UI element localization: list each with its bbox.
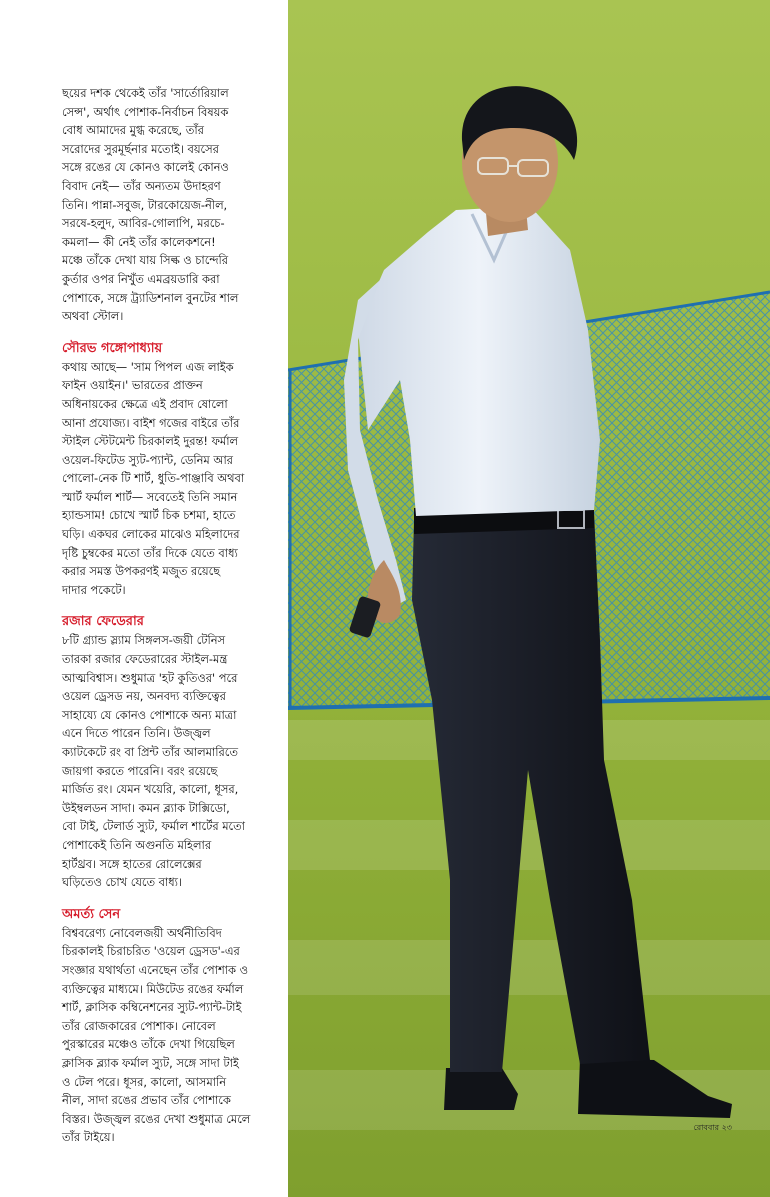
cricket-ground-photo xyxy=(288,0,770,1197)
section-body: ৮টি গ্র্যান্ড স্ল্যাম সিঙ্গলস-জয়ী টেনিস তারকা রজার ফেডেরারের স্টাইল-মন্ত্র আত্মবিশ্বাস। শুধুমাত্র 'হট কুতিওর' পরে ওয়েল ড্রেসড নয়, অনবদ্য ব্যক্তিত্বের সাহায্যে যে কোনও পোশাকে অন্য মাত্রা এনে দিতে পারেন তিনি। উজ্জ্বল ক্যাটকেটে রং বা প্রিন্ট তাঁর আলমারিতে জায়গা করতে পারেনি। বরং রয়েছে মার্জিত রং। যেমন খয়েরি, কালো, ধূসর, উইম্বলডন সাদা। কমন ব্ল্যাক টাক্সিডো, বো টাই, টেলার্ড স্যুট, ফর্মাল শার্টের মতো পোশাকেই তিনি অগুনতি মহিলার হার্টথ্রব। সঙ্গে হাতের রোলেক্সের ঘড়িতেও চোখ যেতে বাধ্য। xyxy=(62,633,245,890)
feature-photo xyxy=(288,0,770,1197)
photo-credit: রোববার ২৩ xyxy=(693,1123,732,1132)
section-body: কথায় আছে— 'সাম পিপল এজ লাইক ফাইন ওয়াইন।' ভারতের প্রাক্তন অধিনায়কের ক্ষেত্রে এই প্রবাদ ষোলো আনা প্রযোজ্য। বাইশ গজের বাইরে তাঁর স্টাইল স্টেটমেন্ট চিরকালই দুরন্ত! ফর্মাল ওয়েল-ফিটেড স্যুট-প্যান্ট, ডেনিম আর পোলো-নেক টি শার্ট, ধুতি-পাঞ্জাবি অথবা স্মার্ট ফর্মাল শার্ট— সবেতেই তিনি সমান হ্যান্ডসাম! চোখে স্মার্ট চিক চশমা, হাতে ঘড়ি। একঘর লোকের মাঝেও মহিলাদের দৃষ্টি চুম্বকের মতো তাঁর দিকে যেতে বাধ্য করার সমস্ত উপকরণই মজুত রয়েছে দাদার পকেটে। xyxy=(62,359,245,597)
section-amartya-sen xyxy=(62,906,284,1147)
article xyxy=(62,84,284,1147)
intro-paragraph: ছয়ের দশক থেকেই তাঁর 'সার্তোরিয়াল সেন্স', অর্থাৎ পোশাক-নির্বাচন বিষয়ক বোধ আমাদের মুগ্ধ করেছে, তাঁর সরোদের সুরমূর্ছনার মতোই। বয়সের সঙ্গে রঙের যে কোনও কালেই কোনও বিবাদ নেই— তাঁর অন্যতম উদাহরণ তিনি। পান্না-সবুজ, টারকোয়েজ-নীল, সরষে-হলুদ, আবির-গোলাপি, মরচে- কমলা— কী নেই তাঁর কালেকশনে! মঞ্চে তাঁকে দেখা যায় সিল্ক ও চান্দেরি কুর্তার ওপর নিখুঁত এমব্রয়ডারি করা পোশাকে, সঙ্গে ট্র্যাডিশনাল বুনটের শাল অথবা স্টোল। xyxy=(62,86,239,324)
text-column xyxy=(0,0,288,1197)
section-roger-federer xyxy=(62,613,284,891)
section-heading: অমর্ত্য সেন xyxy=(62,906,121,922)
section-heading: সৌরভ গঙ্গোপাধ্যায় xyxy=(62,340,163,356)
section-body: বিশ্ববরেণ্য নোবেলজয়ী অর্থনীতিবিদ চিরকালই চিরাচরিত 'ওয়েল ড্রেসড'-এর সংজ্ঞার যথার্থতা এনেছেন তাঁর পোশাক ও ব্যক্তিত্বের মাধ্যমে। মিউটেড রঙের ফর্মাল শার্ট, ক্লাসিক কম্বিনেশনের স্যুট-প্যান্ট-টাই তাঁর রোজকারের পোশাক। নোবেল পুরস্কারের মঞ্চেও তাঁকে দেখা গিয়েছিল ক্লাসিক ব্ল্যাক ফর্মাল স্যুট, সঙ্গে সাদা টাই ও টেল পরে। ধূসর, কালো, আসমানি নীল, সাদা রঙের প্রভাব তাঁর পোশাকে বিস্তর। উজ্জ্বল রঙের দেখা শুধুমাত্র মেলে তাঁর টাইয়ে। xyxy=(62,925,251,1145)
section-sourav-ganguly xyxy=(62,340,284,600)
section-heading: রজার ফেডেরার xyxy=(62,614,144,630)
